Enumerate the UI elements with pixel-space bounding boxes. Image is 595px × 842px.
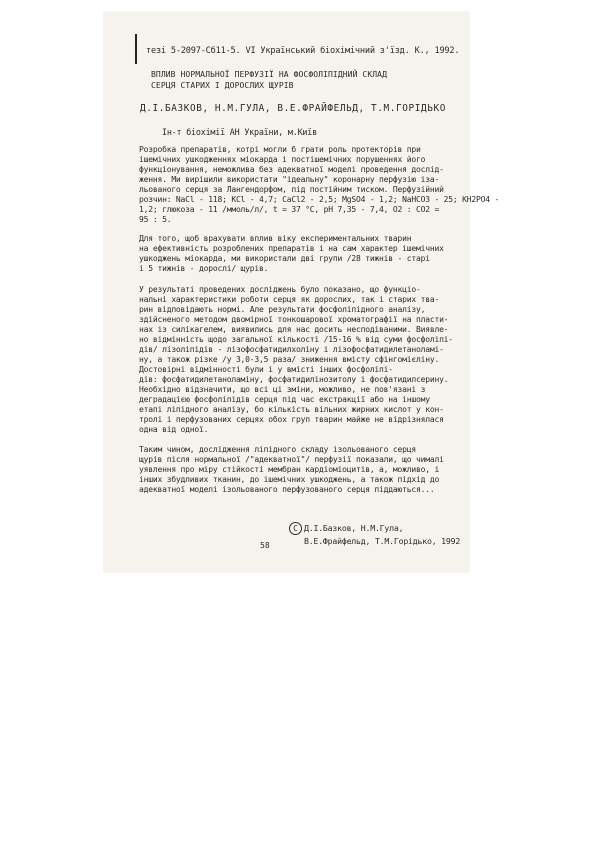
- paragraph1-line: ішемічних ушкодженнях міокарда і постішемічних порушеннях його: [139, 155, 426, 164]
- paragraph1-line: 95 : 5.: [139, 215, 172, 224]
- paragraph1-line: розчин: NaCl - 118; KCl - 4,7; CaCl2 - 2,5; MgSO4 - 1,2; NaHCO3 - 25; KH2PO4 -: [139, 195, 500, 204]
- paragraph3-line: нальні характеристики роботи серця як дорослих, так і старих тва-: [139, 295, 440, 304]
- paragraph3-line: Необхідно відзначити, що всі ці зміни, можливо, не пов'язані з: [139, 385, 426, 394]
- paragraph4-line: Таким чином, дослідження ліпідного складу ізольованого серця: [139, 445, 416, 454]
- paragraph2-line: Для того, щоб врахувати вплив віку експериментальних тварин: [139, 234, 412, 243]
- paragraph2-line: ушкоджень міокарда, ми використали дві групи /28 тижнів - старі: [139, 254, 430, 263]
- paragraph2-line: на ефективність розроблених препаратів і на сам характер ішемічних: [139, 244, 444, 253]
- paragraph3-line: одна від одної.: [139, 425, 209, 434]
- paragraph3-line: деградацією фосфоліпідів серця під час екстракції або на іншому: [139, 395, 430, 404]
- conference-header: тезі 5-2097-Сб11-5. VI Український біохімічний з'їзд. К., 1992.: [146, 46, 460, 56]
- paragraph3-line: Достовірні відмінності були і у вмісті інших фосфоліпі-: [139, 365, 393, 374]
- paragraph3-line: дів/ лізоліпідів - лізофосфатидилхоліну і лізофосфатидилетаноламі-: [139, 345, 444, 354]
- paragraph1-line: 1,2; глюкоза - 11 /ммоль/л/, t = 37 °C, pH 7,35 - 7,4, O2 : CO2 =: [139, 205, 440, 214]
- paragraph1-line: функціонування, неможлива без адекватної моделі проведення дослід-: [139, 165, 444, 174]
- copyright-line-2: В.Е.Фрайфельд, Т.М.Горідько, 1992: [304, 536, 461, 546]
- paragraph3-line: етапі ліпідного аналізу, бо кількість вільних жирних кислот у кон-: [139, 405, 444, 414]
- paragraph3-line: тролі і перфузованих серцях обох груп тварин майже не відрізнялася: [139, 415, 444, 424]
- paragraph2-line: і 5 тижнів - дорослі/ щурів.: [139, 264, 269, 273]
- paragraph3-line: У результаті проведених досліджень було показано, що функціо-: [139, 285, 421, 294]
- paragraph3-line: нах із силікагелем, виявились для нас досить несподіваними. Виявле-: [139, 325, 449, 334]
- paragraph3-line: но відмінність щодо загальної кількості /15-16 % від суми фосфоліпі-: [139, 335, 453, 344]
- copyright-symbol: С: [289, 522, 302, 535]
- institution: Ін-т біохімії АН України, м.Київ: [162, 127, 317, 137]
- paragraph4-line: адекватної моделі ізольованого перфузованого серця піддаються...: [139, 485, 435, 494]
- title-line-2: СЕРЦЯ СТАРИХ І ДОРОСЛИХ ЩУРІВ: [151, 81, 294, 90]
- paragraph4-line: щурів після нормальної /"адекватної"/ перфузії показали, що чималі: [139, 455, 444, 464]
- paragraph1-line: Розробка препаратів, котрі могли б грати роль протекторів при: [139, 145, 421, 154]
- margin-mark: [135, 34, 137, 64]
- paragraph3-line: рин відповідають нормі. Але результати фосфоліпідного аналізу,: [139, 305, 426, 314]
- paragraph1-line: льованого серця за Лангендорфом, під постійним тиском. Перфузійний: [139, 185, 444, 194]
- paragraph4-line: уявлення про міру стійкості мембран кардіоміоцитів, а, можливо, і: [139, 465, 440, 474]
- copyright-line-1: Д.І.Базков, Н.М.Гула,: [304, 523, 404, 533]
- paragraph3-line: ну, а також різке /у 3,0-3,5 раза/ зниження вмісту сфінгомієліну.: [139, 355, 440, 364]
- paragraph3-line: дів: фосфатидилетаноламіну, фосфатидилінозитолу і фосфатидилсерину.: [139, 375, 449, 384]
- authors: Д.І.БАЗКОВ, Н.М.ГУЛА, В.Е.ФРАЙФЕЛЬД, Т.М.ГОРІДЬКО: [140, 103, 446, 114]
- title-line-1: ВПЛИВ НОРМАЛЬНОЇ ПЕРФУЗІЇ НА ФОСФОЛІПІДНИЙ СКЛАД: [151, 70, 387, 79]
- paragraph3-line: здійсненого методом двомірної тонкошарової хроматографії на пласти-: [139, 315, 449, 324]
- paper-sheet: [104, 12, 500, 572]
- page-number: 58: [260, 541, 270, 550]
- paragraph1-line: ження. Ми вирішили використати "ідеальну" коронарну перфузію іза-: [139, 175, 440, 184]
- paragraph4-line: інших збудливих тканин, до ішемічних ушкоджень, а також підхід до: [139, 475, 440, 484]
